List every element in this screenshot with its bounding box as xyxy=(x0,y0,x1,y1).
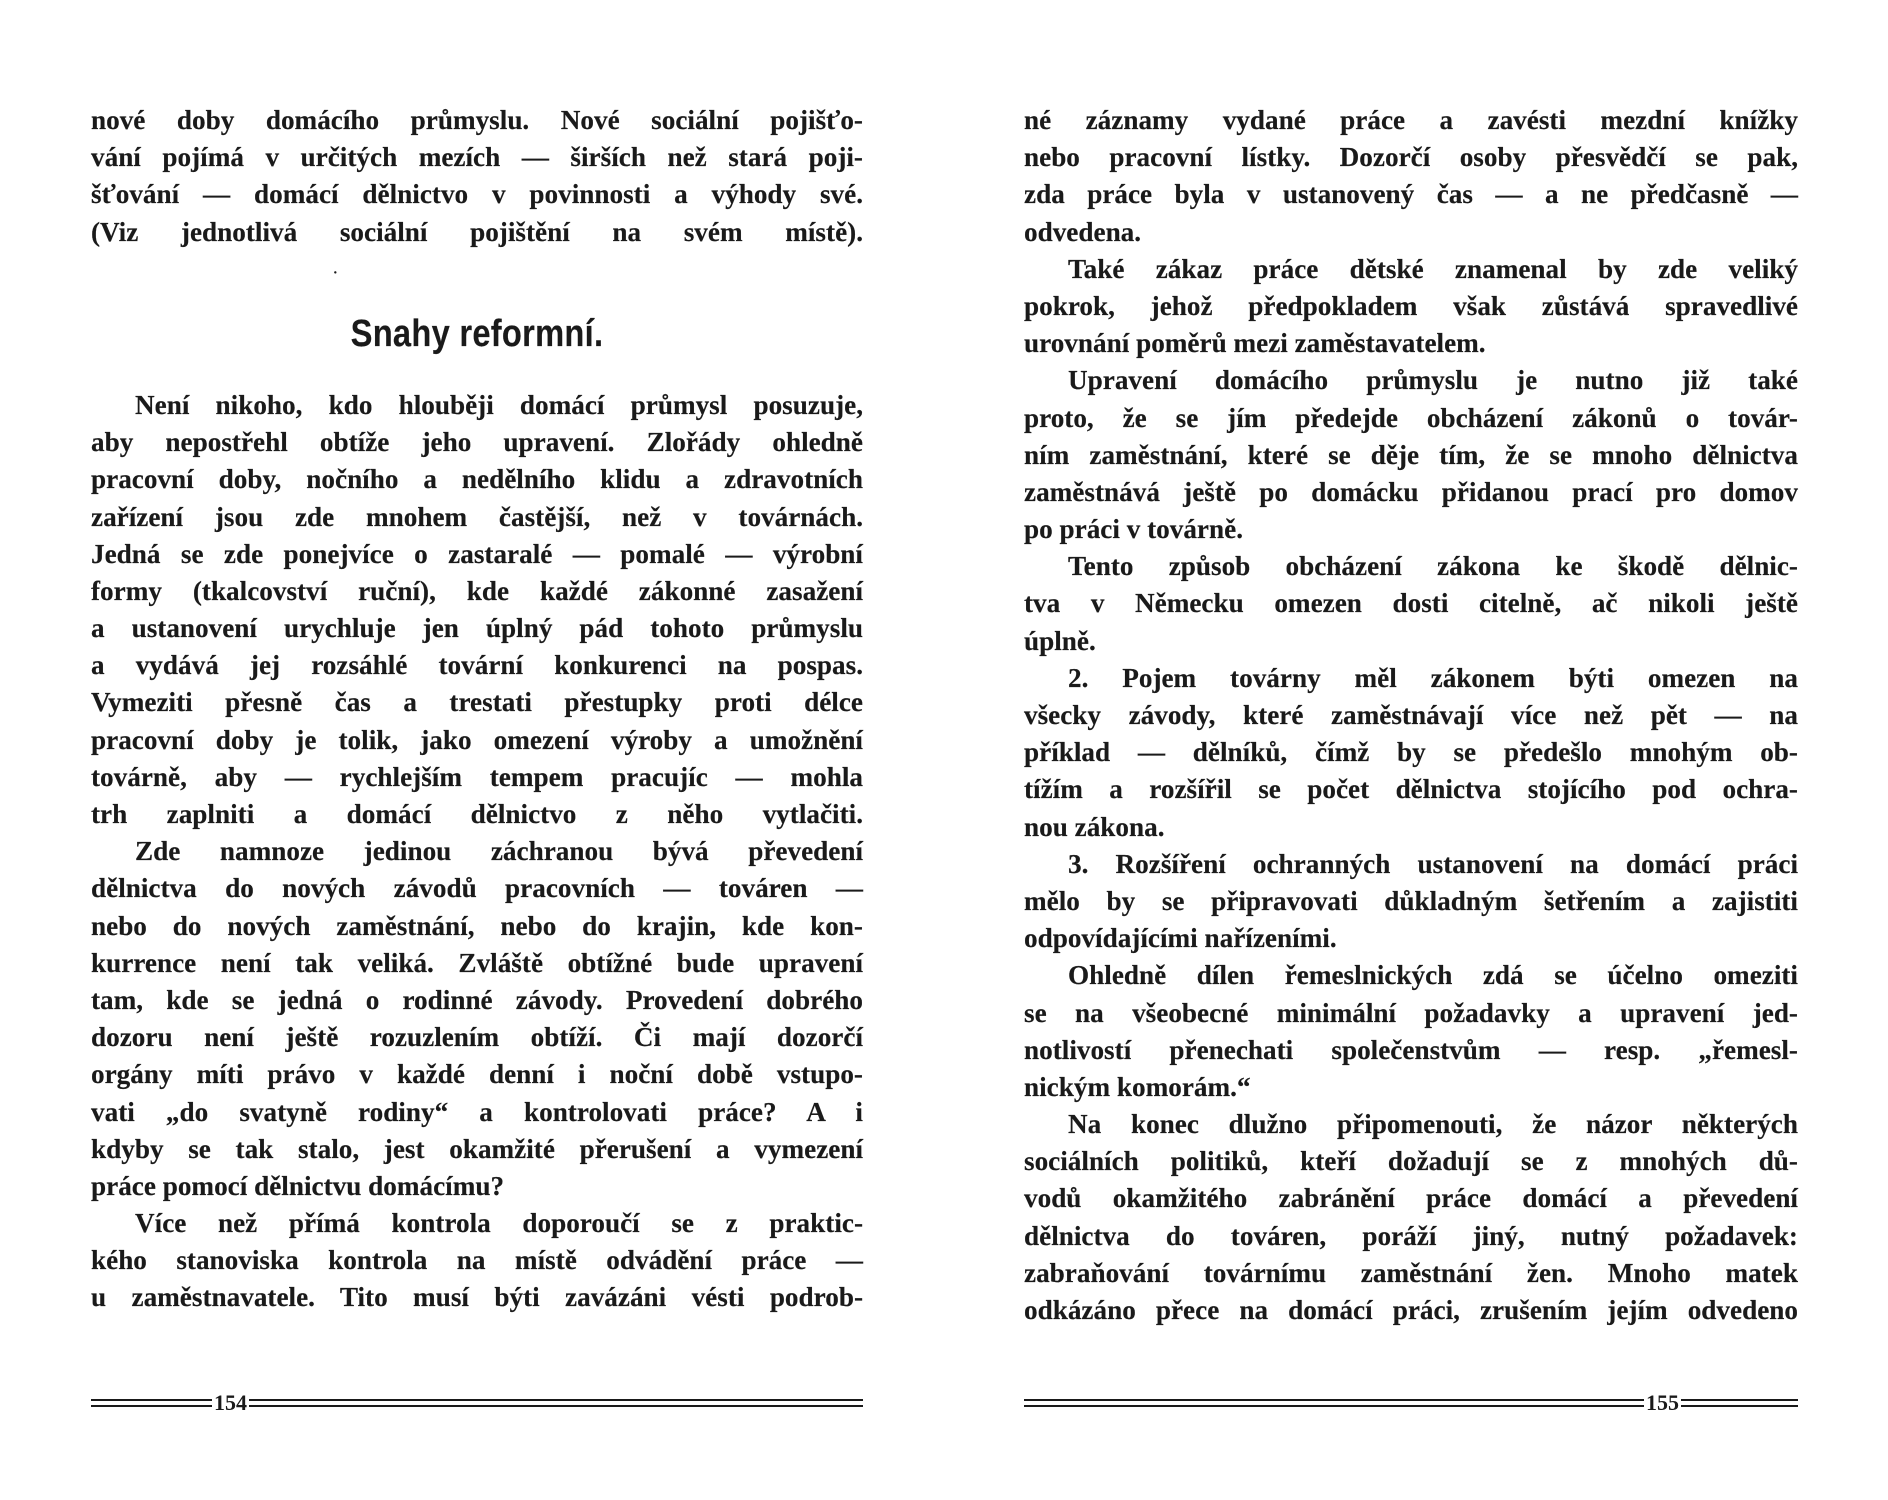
text-line: Více než přímá kontrola doporoučí se z praktic- xyxy=(135,1208,863,1239)
text-line: nové doby domácího průmyslu. Nové sociální pojišťo- xyxy=(91,105,863,135)
right-page xyxy=(944,0,1888,1500)
footer-rule xyxy=(249,1399,863,1407)
text-line: (Viz jednotlivá sociální pojištění na svém místě). xyxy=(91,216,863,247)
text-line: odvedena. xyxy=(1024,216,1142,247)
text-line: tva v Německu omezen dosti citelně, ač nikoli ještě xyxy=(1024,588,1798,619)
text-line: Také zákaz práce dětské znamenal by zde veliký xyxy=(1068,253,1798,284)
text-line: zaměstnává ještě po domácku přidanou prací pro domov xyxy=(1024,476,1798,507)
text-line: vati „do svatyně rodiny“ a kontrolovati práce? A i xyxy=(91,1096,863,1127)
page-number: 155 xyxy=(1646,1390,1679,1415)
text-line: pracovní doby, nočního a nedělního klidu a zdravotních xyxy=(91,464,863,495)
left-footer xyxy=(91,1390,863,1415)
text-line: práce pomocí dělnictvu domácímu? xyxy=(91,1170,505,1201)
footer-rule xyxy=(1024,1399,1644,1407)
text-line: 2. Pojem továrny měl zákonem býti omezen na xyxy=(1068,662,1798,693)
text-line: zda práce byla v ustanovený čas — a ne předčasně — xyxy=(1024,179,1798,210)
text-line: továrně, aby — rychlejším tempem pracujíc — mohla xyxy=(91,761,863,792)
text-line: příklad — dělníků, čímž by se předešlo mnohým ob- xyxy=(1024,737,1798,768)
text-line: kurrence není tak veliká. Zvláště obtížné bude upravení xyxy=(91,947,863,978)
text-line: nickým komorám.“ xyxy=(1024,1071,1251,1102)
text-line: a vydává jej rozsáhlé tovární konkurenci na pospas. xyxy=(91,650,863,681)
text-line: nebo do nových zaměstnání, nebo do krajin, kde kon- xyxy=(91,910,863,941)
text-line: dozoru není ještě rozuzlením obtíží. Či mají dozorčí xyxy=(91,1022,863,1053)
text-line: odkázáno přece na domácí práci, zrušením jejím odvedeno xyxy=(1024,1295,1798,1325)
text-line: notlivostí přenechati společenstvům — resp. „řemesl- xyxy=(1024,1034,1798,1065)
text-line: Ohledně dílen řemeslnických zdá se účelno omeziti xyxy=(1068,960,1798,991)
text-line: vání pojímá v určitých mezích — širších než stará poji- xyxy=(91,142,863,173)
text-line: tam, kde se jedná o rodinné závody. Provedení dobrého xyxy=(91,984,863,1015)
text-line: pracovní doby je tolik, jako omezení výroby a umožnění xyxy=(91,724,863,755)
text-line: u zaměstnavatele. Tito musí býti zavázáni vésti podrob- xyxy=(91,1282,863,1313)
text-line: zařízení jsou zde mnohem častější, než v továrnách. xyxy=(91,501,863,532)
text-line: nou zákona. xyxy=(1024,811,1165,842)
text-line: úplně. xyxy=(1024,625,1096,656)
text-line: všecky závody, které zaměstnávají více než pět — na xyxy=(1024,700,1798,730)
text-line: šťování — domácí dělnictvo v povinnosti a výhody své. xyxy=(91,179,863,210)
text-line: dělnictva do továren, poráží jiný, nutný požadavek: xyxy=(1024,1220,1798,1251)
text-line: Vymeziti přesně čas a trestati přestupky proti délce xyxy=(91,687,863,718)
text-line: po práci v továrně. xyxy=(1024,514,1243,545)
text-line: pokrok, jehož předpokladem však zůstává spravedlivé xyxy=(1024,290,1798,321)
text-line: kého stanoviska kontrola na místě odvádění práce — xyxy=(91,1245,863,1276)
page-number: 154 xyxy=(214,1390,247,1415)
text-line: urovnání poměrů mezi zaměstavatelem. xyxy=(1024,328,1486,359)
text-line: mělo by se připravovati důkladným šetřením a zajistiti xyxy=(1024,885,1798,916)
stray-dot: · xyxy=(333,265,338,281)
text-line: Na konec dlužno připomenouti, že názor některých xyxy=(1068,1109,1798,1140)
footer-rule xyxy=(1681,1399,1798,1407)
text-line: vodů okamžitého zabránění práce domácí a převedení xyxy=(1024,1183,1798,1214)
right-footer xyxy=(1024,1390,1798,1415)
text-line: kdyby se tak stalo, jest okamžité přerušení a vymezení xyxy=(91,1133,863,1164)
text-line: tížím a rozšířil se počet dělnictva stojícího pod ochra- xyxy=(1024,774,1798,805)
section-heading: Snahy reformní. xyxy=(350,312,604,355)
text-line: Tento způsob obcházení zákona ke škodě dělnic- xyxy=(1068,551,1798,582)
text-line: Zde namnoze jedinou záchranou bývá převedení xyxy=(135,836,863,867)
text-line: né záznamy vydané práce a zavésti mezdní knížky xyxy=(1024,105,1798,135)
text-line: a ustanovení urychluje jen úplný pád tohoto průmyslu xyxy=(91,613,863,644)
right-text-column xyxy=(1024,102,1798,1329)
footer-rule xyxy=(91,1399,212,1407)
text-line: orgány míti právo v každé denní i noční době vstupo- xyxy=(91,1059,863,1090)
text-line: sociálních politiků, kteří dožadují se z mnohých dů- xyxy=(1024,1146,1798,1177)
text-line: Není nikoho, kdo hlouběji domácí průmysl posuzuje, xyxy=(135,389,863,420)
text-line: aby nepostřehl obtíže jeho upravení. Zlořády ohledně xyxy=(91,427,863,458)
text-line: 3. Rozšíření ochranných ustanovení na domácí práci xyxy=(1068,848,1798,879)
text-line: nebo pracovní lístky. Dozorčí osoby přesvědčí se pak, xyxy=(1024,142,1798,173)
left-text-column xyxy=(91,102,863,1317)
text-line: proto, že se jím předejde obcházení zákonů o továr- xyxy=(1024,402,1798,433)
text-line: Jedná se zde ponejvíce o zastaralé — pomalé — výrobní xyxy=(91,538,863,569)
text-line: trh zaplniti a domácí dělnictvo z něho vytlačiti. xyxy=(91,799,863,829)
text-line: Upravení domácího průmyslu je nutno již také xyxy=(1068,365,1798,396)
text-line: se na všeobecné minimální požadavky a upravení jed- xyxy=(1024,997,1798,1028)
text-line: formy (tkalcovství ruční), kde každé zákonné zasažení xyxy=(91,575,863,606)
text-line: dělnictva do nových závodů pracovních — továren — xyxy=(91,873,863,904)
text-line: zabraňování továrnímu zaměstnání žen. Mnoho matek xyxy=(1024,1257,1798,1288)
text-line: ním zaměstnání, které se děje tím, že se mnoho dělnictva xyxy=(1024,439,1798,470)
text-line: odpovídajícími nařízeními. xyxy=(1024,923,1337,954)
